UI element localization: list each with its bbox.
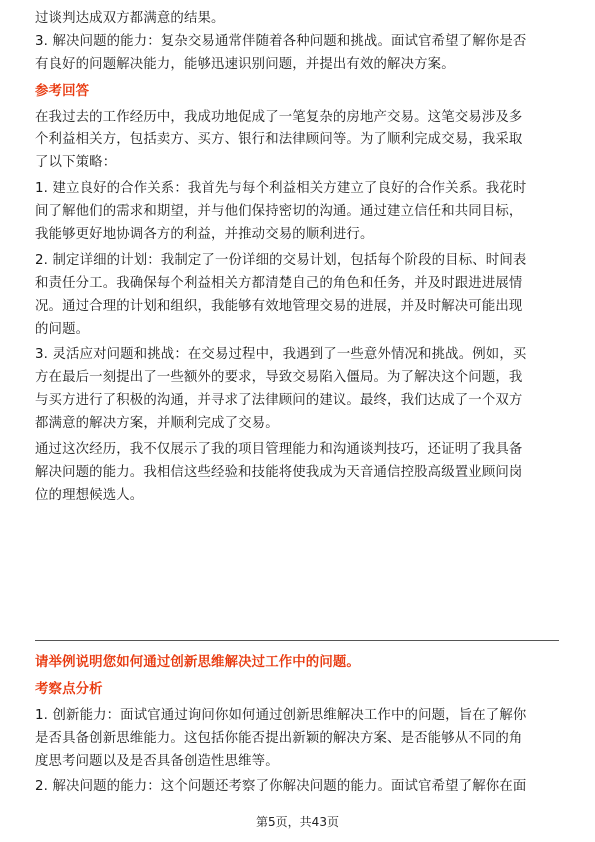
top-section xyxy=(35,8,559,77)
text-line: 位的理想候选人。 xyxy=(35,487,144,503)
reference-answer-heading: 参考回答 xyxy=(35,83,90,99)
text-line: 都满意的解决方案，并顺利完成了交易。 xyxy=(35,416,279,432)
text-line: 我能够更好地协调各方的利益，并推动交易的顺利进行。 xyxy=(35,227,374,243)
text-line: 3. 灵活应对问题和挑战：在交易过程中，我遇到了一些意外情况和挑战。例如，买 xyxy=(35,347,527,363)
text-line: 是否具备创新思维能力。这包括你能否提出新颖的解决方案、是否能够从不同的角 xyxy=(35,730,523,746)
text-line: 1. 建立良好的合作关系：我首先与每个利益相关方建立了良好的合作关系。我花时 xyxy=(35,181,527,197)
answer-point-1 xyxy=(35,178,559,247)
text-line: 方在最后一刻提出了一些额外的要求，导致交易陷入僵局。为了解决这个问题，我 xyxy=(35,370,523,386)
answer-point-3 xyxy=(35,344,559,436)
text-line: 通过这次经历，我不仅展示了我的项目管理能力和沟通谈判技巧，还证明了我具备 xyxy=(35,442,523,458)
text-line: 2. 解决问题的能力：这个问题还考察了你解决问题的能力。面试官希望了解你在面 xyxy=(35,779,527,795)
question-heading: 请举例说明您如何通过创新思维解决过工作中的问题。 xyxy=(35,655,360,670)
text-line: 1. 创新能力：面试官通过询问你如何通过创新思维解决工作中的问题，旨在了解你 xyxy=(35,707,527,723)
text-line: 2. 制定详细的计划：我制定了一份详细的交易计划，包括每个阶段的目标、时间表 xyxy=(35,252,527,268)
upper-content xyxy=(35,8,559,508)
answer-conclusion xyxy=(35,439,559,508)
analysis-point-2 xyxy=(35,776,559,799)
text-line: 了以下策略： xyxy=(35,155,117,171)
text-line: 3. 解决问题的能力：复杂交易通常伴随着各种问题和挑战。面试官希望了解你是否 xyxy=(35,33,527,49)
text-line: 和责任分工。我确保每个利益相关方都清楚自己的角色和任务，并及时跟进进展情 xyxy=(35,275,523,291)
answer-point-2 xyxy=(35,250,559,342)
text-line: 间了解他们的需求和期望，并与他们保持密切的沟通。通过建立信任和共同目标， xyxy=(35,204,523,220)
text-line: 与买方进行了积极的沟通，并寻求了法律顾问的建议。最终，我们达成了一个双方 xyxy=(35,393,523,409)
text-line: 况。通过合理的计划和组织，我能够有效地管理交易的进展，并及时解决可能出现 xyxy=(35,298,523,314)
text-line: 度思考问题以及是否具备创造性思维等。 xyxy=(35,753,279,769)
page-number: 第5页，共43页 xyxy=(256,815,339,829)
lower-content xyxy=(35,652,559,799)
text-line: 有良好的问题解决能力，能够迅速识别问题，并提出有效的解决方案。 xyxy=(35,56,455,72)
text-line: 过谈判达成双方都满意的结果。 xyxy=(35,11,225,26)
answer-intro xyxy=(35,107,559,176)
text-line: 解决问题的能力。我相信这些经验和技能将使我成为天音通信控股高级置业顾问岗 xyxy=(35,464,523,480)
analysis-point-1 xyxy=(35,705,559,774)
text-line: 的问题。 xyxy=(35,321,90,337)
text-line: 在我过去的工作经历中，我成功地促成了一笔复杂的房地产交易。这笔交易涉及多 xyxy=(35,109,523,125)
section-divider xyxy=(35,640,559,641)
analysis-heading: 考察点分析 xyxy=(35,681,103,697)
text-line: 个利益相关方，包括卖方、买方、银行和法律顾问等。为了顺利完成交易，我采取 xyxy=(35,132,523,148)
